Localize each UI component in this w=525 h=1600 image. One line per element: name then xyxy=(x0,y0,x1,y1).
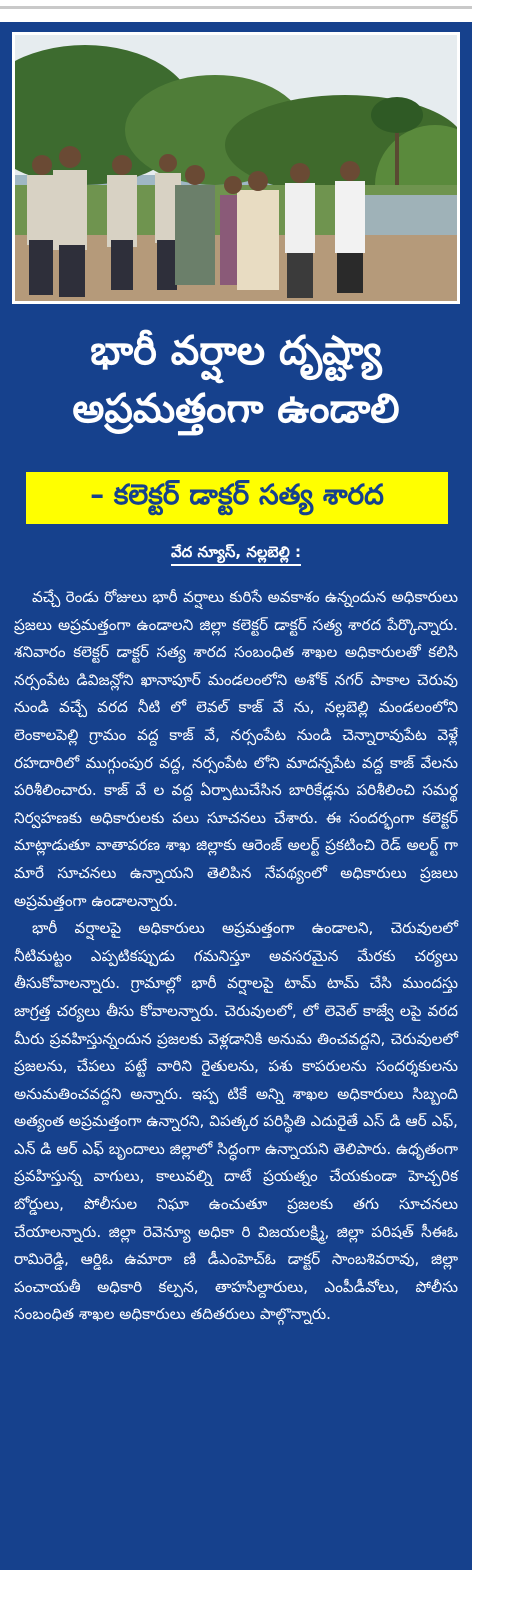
news-card xyxy=(0,22,472,1570)
byline: – కలెక్టర్ డాక్టర్ సత్య శారద xyxy=(90,478,384,511)
dateline xyxy=(0,543,472,565)
headline-line-2: అప్రమత్తంగా ఉండాలి xyxy=(72,386,400,432)
headline-line-1: భారీ వర్షాల దృష్ట్యా xyxy=(90,328,382,374)
news-photo xyxy=(12,32,460,304)
byline-box xyxy=(26,472,448,524)
article-paragraph-1: వచ్చే రెండు రోజులు భారీ వర్షాలు కురిసే అవకాశం ఉన్నందున అధికారులు ప్రజలు అప్రమత్తంగా ఉండాలని జిల్లా కలెక్టర్ డాక్టర్ సత్య శారద పేర్కొన్నారు. శనివారం కలెక్టర్ డాక్టర్ సత్య శారద సంబంధిత శాఖల అధికారులతో కలిసి నర్సంపేట డివిజన్లోని ఖానాపూర్ మండలంలోని అశోక్ నగర్ పాకాల చెరువు నుండి వచ్చే వరద నీటి లో లెవల్ కాజ్ వే ను, నల్లబెల్లి మండలంలోని లెంకాలపెల్లి గ్రామం వద్ద కాజ్ వే, నర్సంపేట నుండి చెన్నారావుపేట వెళ్లే రహదారిలో ముగ్గుంపుర వద్ద, నర్సంపేట లోని మాదన్నపేట వద్ద కాజ్ వేలను పరిశీలించారు. కాజ్ వే ల వద్ద ఏర్పాటుచేసిన బారికేడ్లను పరిశీలించి సమర్థ నిర్వహణకు అధికారులకు పలు సూచనలు చేశారు. ఈ సందర్భంగా కలెక్టర్ మాట్లాడుతూ వాతావరణ శాఖ జిల్లాకు ఆరెంజ్ అలర్ట్ ప్రకటించి రెడ్ అలర్ట్ గా మారే సూచనలు ఉన్నాయని తెలిపిన నేపథ్యంలో అధికారులు ప్రజలు అప్రమత్తంగా ఉండాలన్నారు. xyxy=(14,588,458,910)
top-rule xyxy=(0,6,472,9)
headline xyxy=(0,322,472,438)
photo-illustration xyxy=(15,35,457,301)
dateline-text: వేద న్యూస్, నల్లబెల్లి : xyxy=(171,543,301,566)
article-paragraph-2: భారీ వర్షాలపై అధికారులు అప్రమత్తంగా ఉండాలని, చెరువులలో నీటిమట్టం ఎప్పటికప్పుడు గమనిస్తూ అవసరమైన మేరకు చర్యలు తీసుకోవాలన్నారు. గ్రామాల్లో భారీ వర్షాలపై టామ్ టామ్ చేసి ముందస్తు జాగ్రత్త చర్యలు తీసు కోవాలన్నారు. చెరువులలో, లో లెవెల్ కాజ్వే లపై వరద మీరు ప్రవహిస్తున్నందున ప్రజలకు వెళ్లడానికి అనుమ తించవద్దని, చెరువులలో ప్రజలను, చేపలు పట్టే వారిని రైతులను, పశు కాపరులను సందర్శకులను అనుమతించవద్దని అన్నారు. ఇప్ప టికే అన్ని శాఖల అధికారులు సిబ్బంది అత్యంత అప్రమత్తంగా ఉన్నారని, విపత్కర పరిస్థితి ఎదురైతే ఎస్ డి ఆర్ ఎఫ్, ఎన్ డి ఆర్ ఎఫ్ బృందాలు జిల్లాలో సిద్ధంగా ఉన్నాయని తెలిపారు. ఉధృతంగా ప్రవహిస్తున్న వాగులు, కాలువల్ని దాటే ప్రయత్నం చేయకుండా హెచ్చరిక బోర్డులు, పోలీసుల నిఘా ఉంచుతూ ప్రజలకు తగు సూచనలు చేయాలన్నారు. జిల్లా రెవెన్యూ అధికా రి విజయలక్ష్మి, జిల్లా పరిషత్ సీఈఓ రామిరెడ్డి, ఆర్డిఓ ఉమారా ణి డీఎంహెచ్ఓ డాక్టర్ సాంబశివరావు, జిల్లా పంచాయతీ అధికారి కల్పన, తాహసిల్దారులు, ఎంపీడీవోలు, పోలీసు సంబంధిత శాఖల అధికారులు తదితరులు పాల్గొన్నారు. xyxy=(14,919,458,1324)
article-body xyxy=(14,584,458,1329)
